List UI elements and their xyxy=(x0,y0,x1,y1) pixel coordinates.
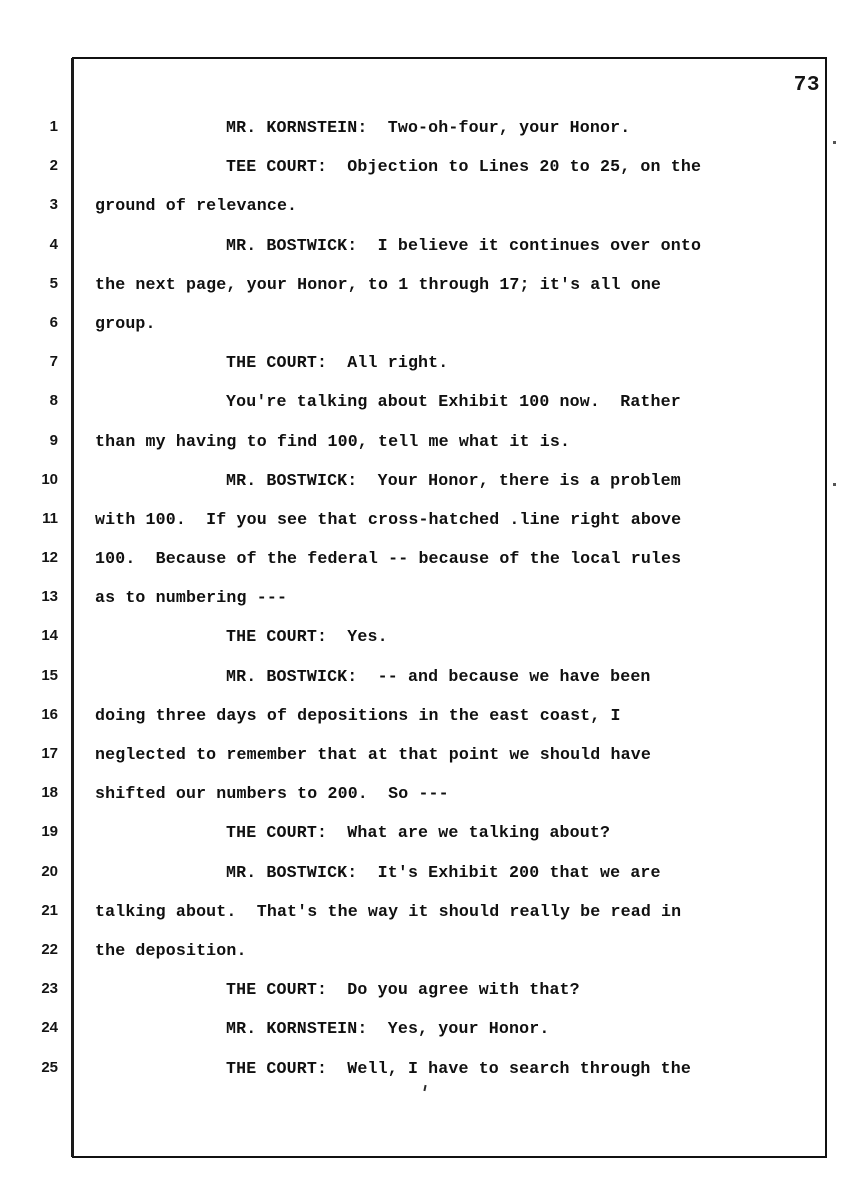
line-text: THE COURT: Yes. xyxy=(226,627,388,647)
line-number: 14 xyxy=(41,627,58,645)
line-text: MR. BOSTWICK: Your Honor, there is a problem xyxy=(226,470,681,490)
line-number: 20 xyxy=(41,862,58,880)
line-text: doing three days of depositions in the east coast, I xyxy=(95,705,621,725)
line-number: 22 xyxy=(41,940,58,958)
line-number: 23 xyxy=(41,980,58,998)
line-number: 11 xyxy=(42,509,58,527)
line-text: THE COURT: What are we talking about? xyxy=(226,823,611,843)
line-number: 9 xyxy=(49,431,58,449)
transcript-line xyxy=(0,236,860,275)
line-number: 10 xyxy=(41,470,58,488)
transcript-line xyxy=(0,196,860,235)
line-number: 17 xyxy=(41,745,58,762)
line-number: 5 xyxy=(49,274,58,292)
transcript-line xyxy=(0,314,860,353)
line-text: TEE COURT: Objection to Lines 20 to 25, on the xyxy=(226,157,702,177)
transcript-line xyxy=(0,392,860,431)
transcript-line xyxy=(0,471,860,510)
transcript-body xyxy=(0,118,860,1098)
transcript-line xyxy=(0,706,860,745)
transcript-line xyxy=(0,784,860,823)
line-text: as to numbering --- xyxy=(95,588,288,608)
transcript-line xyxy=(0,745,860,784)
line-number: 15 xyxy=(41,666,58,684)
transcript-line xyxy=(0,823,860,862)
line-text: MR. BOSTWICK: It's Exhibit 200 that we are xyxy=(226,862,661,882)
line-text: MR. BOSTWICK: I believe it continues over onto xyxy=(226,235,702,255)
line-text: ground of relevance. xyxy=(95,196,298,216)
line-text: MR. BOSTWICK: -- and because we have been xyxy=(226,666,651,686)
transcript-line xyxy=(0,902,860,941)
transcript-line xyxy=(0,941,860,980)
line-text: MR. KORNSTEIN: Two-oh-four, your Honor. xyxy=(226,118,631,137)
line-number: 7 xyxy=(49,353,58,371)
edge-speck xyxy=(833,141,836,144)
transcript-line xyxy=(0,353,860,392)
transcript-line xyxy=(0,588,860,627)
transcript-line xyxy=(0,667,860,706)
line-number: 16 xyxy=(41,705,58,723)
transcript-line xyxy=(0,980,860,1019)
line-number: 4 xyxy=(49,235,58,253)
line-text: THE COURT: Well, I have to search through the xyxy=(226,1058,691,1078)
line-text: neglected to remember that at that point we should have xyxy=(95,745,651,764)
line-text: THE COURT: Do you agree with that? xyxy=(226,980,580,1000)
transcript-line xyxy=(0,549,860,588)
line-number: 21 xyxy=(41,901,58,919)
line-number: 3 xyxy=(49,196,58,214)
line-text: than my having to find 100, tell me what it is. xyxy=(95,431,571,451)
line-number: 13 xyxy=(41,588,58,606)
line-text: the deposition. xyxy=(95,940,247,960)
transcript-line xyxy=(0,1059,860,1098)
line-number: 12 xyxy=(41,549,58,567)
line-number: 25 xyxy=(41,1058,58,1076)
line-text: You're talking about Exhibit 100 now. Rather xyxy=(226,392,681,412)
line-number: 6 xyxy=(49,313,58,331)
transcript-line xyxy=(0,510,860,549)
transcript-line xyxy=(0,863,860,902)
line-text: group. xyxy=(95,313,156,333)
line-text: the next page, your Honor, to 1 through 17; it's all one xyxy=(95,274,662,294)
transcript-line xyxy=(0,275,860,314)
line-text: THE COURT: All right. xyxy=(226,353,449,373)
transcript-line xyxy=(0,1019,860,1058)
edge-speck xyxy=(833,483,836,486)
line-number: 1 xyxy=(49,118,58,135)
line-number: 19 xyxy=(41,823,58,841)
line-text: with 100. If you see that cross-hatched .line right above xyxy=(95,509,682,529)
line-number: 18 xyxy=(41,784,58,802)
page-number: 73 xyxy=(793,74,820,97)
transcript-line xyxy=(0,432,860,471)
line-number: 2 xyxy=(49,157,58,175)
transcript-line xyxy=(0,118,860,157)
line-text: shifted our numbers to 200. So --- xyxy=(95,784,449,804)
transcript-line xyxy=(0,157,860,196)
line-number: 24 xyxy=(41,1019,58,1037)
line-text: MR. KORNSTEIN: Yes, your Honor. xyxy=(226,1019,550,1039)
line-text: talking about. That's the way it should really be read in xyxy=(95,901,682,921)
line-text: 100. Because of the federal -- because of the local rules xyxy=(95,549,682,569)
line-number: 8 xyxy=(49,392,58,410)
transcript-line xyxy=(0,627,860,666)
